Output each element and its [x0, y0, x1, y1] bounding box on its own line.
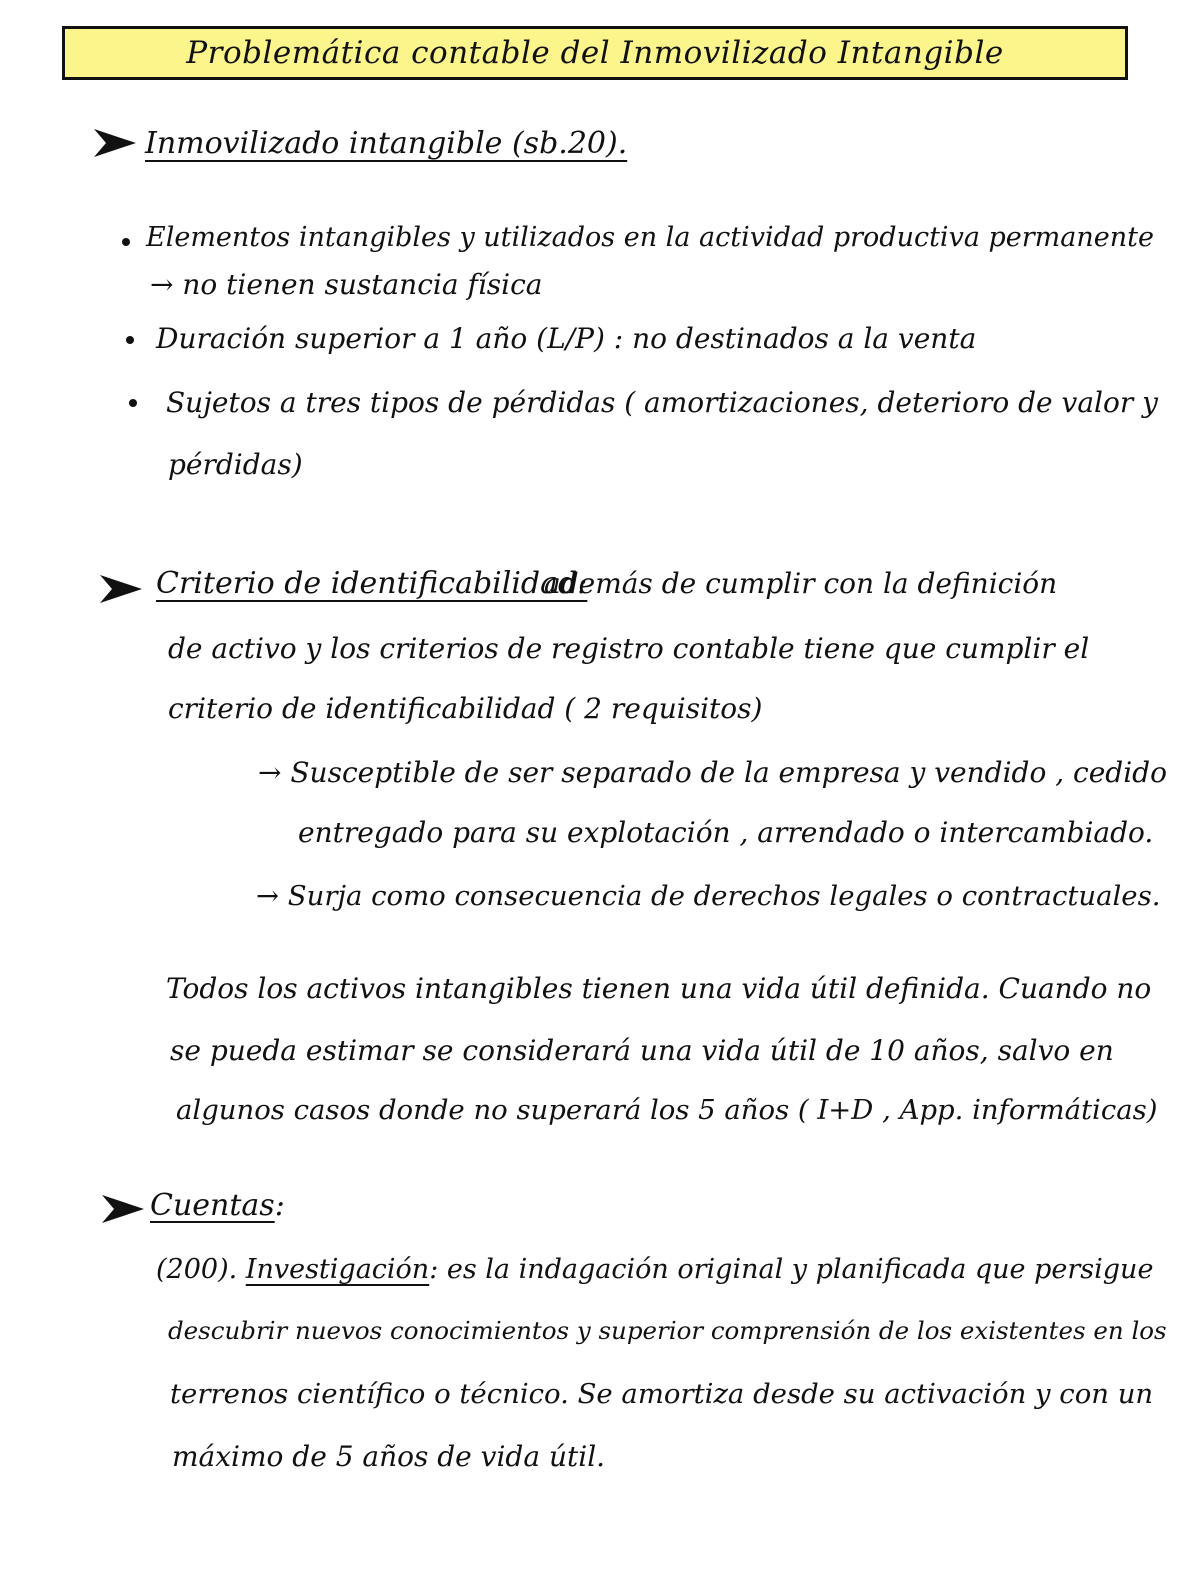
bullet3-line1: Sujetos a tres tipos de pérdidas ( amortizaciones, deterioro de valor y [166, 386, 1158, 419]
bullet3-line2: pérdidas) [168, 448, 303, 481]
criterio-line2: de activo y los criterios de registro contable tiene que cumplir el [168, 632, 1090, 665]
vida-util-line1: Todos los activos intangibles tienen una vida útil definida. Cuando no [166, 972, 1152, 1005]
arrowhead-bullet-icon [92, 126, 138, 160]
bullet2-line: Duración superior a 1 año (L/P) : no destinados a la venta [156, 322, 977, 355]
vida-util-line2: se pueda estimar se considerará una vida útil de 10 años, salvo en [170, 1034, 1114, 1067]
criterio-line3: criterio de identificabilidad ( 2 requisitos) [168, 692, 763, 725]
cuenta-200-line4: máximo de 5 años de vida útil. [172, 1440, 606, 1473]
cuenta-200-line2: descubrir nuevos conocimientos y superior comprensión de los existentes en los [168, 1316, 1167, 1345]
arrowhead-bullet-icon [100, 1192, 146, 1226]
bullet-dot [129, 399, 137, 407]
section-heading-inmovilizado: Inmovilizado intangible (sb.20). [145, 126, 628, 161]
requisito2-line: → Surja como consecuencia de derechos legales o contractuales. [256, 880, 1161, 912]
account-code: (200). [156, 1254, 238, 1285]
criterio-line1: además de cumplir con la definición [544, 567, 1058, 600]
bullet1-line1: Elementos intangibles y utilizados en la actividad productiva permanente [146, 222, 1154, 253]
bullet-dot [126, 336, 134, 344]
section-heading-criterio: Criterio de identificabilidad: [156, 566, 588, 601]
cuenta-200-line3: terrenos científico o técnico. Se amortiza desde su activación y con un [170, 1378, 1154, 1410]
bullet1-line2: → no tienen sustancia física [150, 268, 543, 301]
cuentas-label: Cuentas [150, 1188, 275, 1223]
arrowhead-bullet-icon [98, 572, 144, 606]
account-name: Investigación [245, 1254, 430, 1285]
account-def-line1: : es la indagación original y planificada que persigue [429, 1254, 1154, 1285]
cuenta-200-line1 [156, 1254, 1153, 1285]
page-title: Problemática contable del Inmovilizado Intangible [62, 26, 1128, 80]
requisito1-line1: → Susceptible de ser separado de la empresa y vendido , cedido [258, 756, 1167, 789]
requisito1-line2: entregado para su explotación , arrendado o intercambiado. [298, 816, 1154, 849]
bullet-dot [122, 238, 130, 246]
section-heading-cuentas [150, 1188, 285, 1223]
cuentas-colon: : [274, 1188, 285, 1223]
vida-util-line3: algunos casos donde no superará los 5 años ( I+D , App. informáticas) [176, 1094, 1158, 1126]
